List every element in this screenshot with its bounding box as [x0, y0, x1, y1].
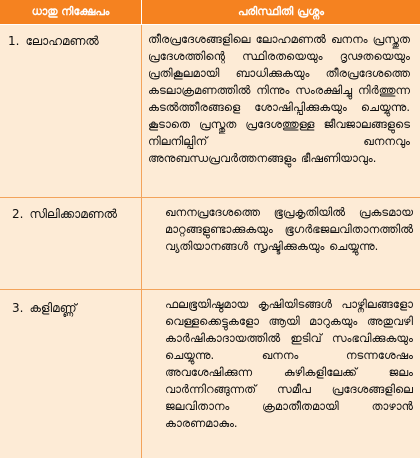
- table-row: [0, 290, 420, 458]
- table-row: [0, 25, 420, 197]
- row-number: 3.: [12, 301, 24, 315]
- mineral-label: ലോഹമണൽ: [25, 34, 99, 48]
- mineral-name: [12, 300, 77, 316]
- issue-description: ഖനനപ്രദേശത്തെ ഭൂപ്രകൃതിയിൽ പ്രകടമായ മാറ്റങ്ങളുണ്ടാക്കുകയും ഭൂഗർഭജലവിതാനത്തിൽ വ്യതിയാനങ്ങൾ സൃഷ്ടിക്കുകയും ചെയ്യുന്നു.: [165, 205, 413, 253]
- mineral-label: കളിമണ്ണ്: [29, 301, 77, 315]
- table-row: [0, 198, 420, 289]
- row-number: 2.: [12, 207, 24, 221]
- header-mineral-deposit: ധാതു നിക്ഷേപം: [31, 5, 110, 18]
- mineral-name: [8, 33, 99, 49]
- issue-description: തീരപ്രദേശങ്ങളിലെ ലോഹമണൽ ഖനനം പ്രസ്തുത പ്രദേശത്തിന്റെ സ്ഥിരതയെയും ദൃഢതയെയും പ്രതികൂലമായി ബാധിക്കുകയും തീരപ്രദേശത്തെ കടലാക്രമണത്തിൽ നിന്നും സംരക്ഷിച്ചു നിർത്തുന്ന കടൽത്തീരങ്ങളെ ശോഷിപ്പിക്കുകയും ചെയ്യുന്നു. കൂടാതെ പ്രസ്തുത പ്രദേശത്തുള്ള ജീവജാലങ്ങളുടെ നിലനില്പിന് ഖനനവും അനുബന്ധപ്രവർത്തനങ്ങളും ഭീഷണിയാവും.: [148, 32, 410, 165]
- row-number: 1.: [8, 34, 20, 48]
- issue-description: ഫലഭൂയിഷ്ഠമായ കൃഷിയിടങ്ങൾ പാഴ്നിലങ്ങളോ വെള്ളക്കെട്ടുകളോ ആയി മാറുകയും അതുവഴി കാർഷികാദായത്തിൽ ഇടിവ് സംഭവിക്കുകയും ചെയ്യുന്നു. ഖനനം നടന്നശേഷം അവശേഷിക്കുന്ന കുഴികളിലേക്ക് ജലം വാർന്നിറങ്ങുന്നത് സമീപ പ്രദേശങ്ങളിലെ ജലവിതാനം ക്രമാതീതമായി താഴാൻ കാരണമാകും.: [165, 297, 413, 430]
- mineral-name: [12, 206, 117, 222]
- table-header: [0, 0, 420, 24]
- column-divider: [141, 25, 142, 458]
- mineral-label: സിലിക്കാമണൽ: [29, 207, 118, 221]
- header-environmental-issue: പരിസ്ഥിതി പ്രശ്നം: [238, 5, 324, 18]
